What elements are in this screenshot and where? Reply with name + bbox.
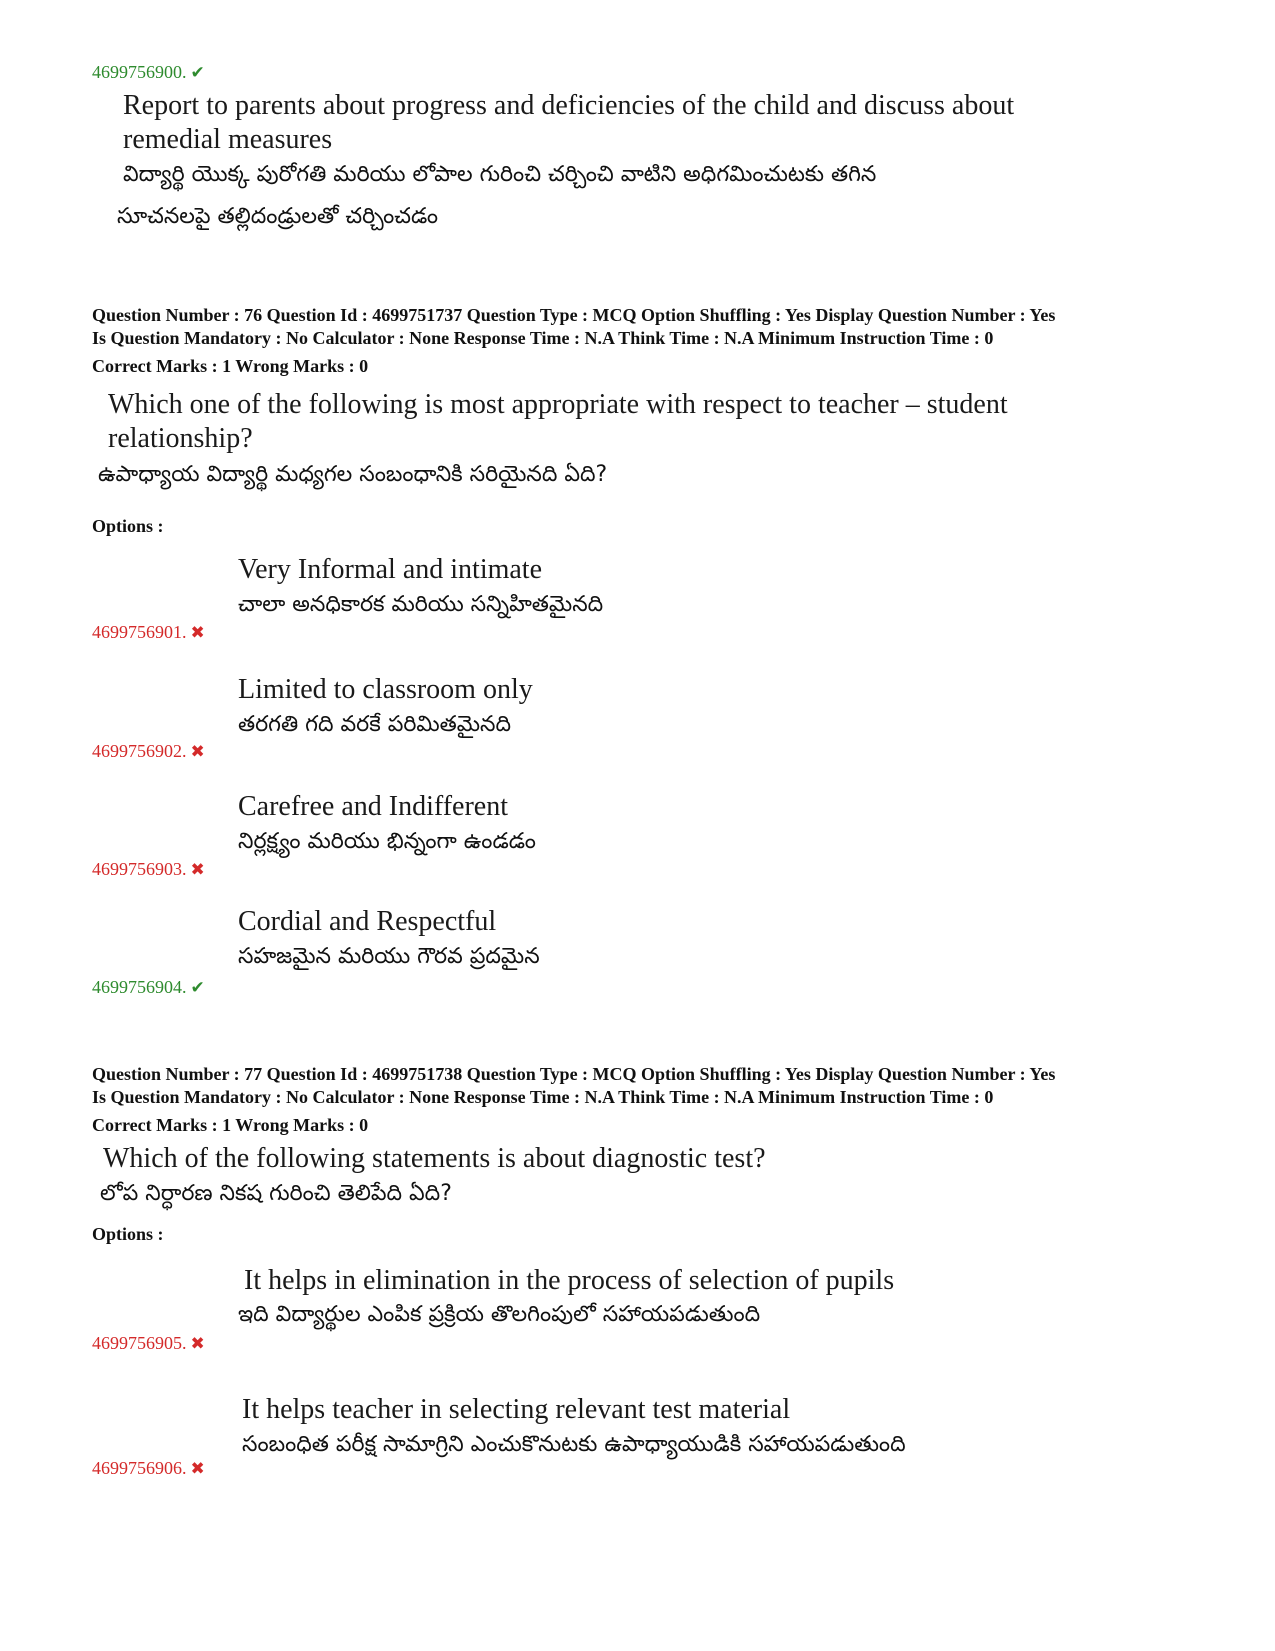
q77-question-en: Which of the following statements is about diagnostic test? bbox=[103, 1143, 766, 1174]
q76-option-2-id bbox=[92, 741, 205, 762]
q77-question-te: లోప నిర్ధారణ నికష గురించి తెలిపేది ఏది? bbox=[100, 1181, 452, 1206]
check-mark-icon: ✔ bbox=[190, 63, 205, 82]
option-text-en-line2: remedial measures bbox=[123, 124, 333, 155]
option-id-text: 4699756905. bbox=[92, 1333, 187, 1353]
q76-meta-line2: Is Question Mandatory : No Calculator : None Response Time : N.A Think Time : N.A Minimum Instruction Time : 0 bbox=[92, 328, 994, 348]
option-id-text: 4699756901. bbox=[92, 622, 187, 642]
q77-option-1-en: It helps in elimination in the process of selection of pupils bbox=[244, 1265, 895, 1296]
q77-meta-line3: Correct Marks : 1 Wrong Marks : 0 bbox=[92, 1115, 369, 1135]
option-id-text: 4699756902. bbox=[92, 741, 187, 761]
q76-meta-line1: Question Number : 76 Question Id : 4699751737 Question Type : MCQ Option Shuffling : Yes Display Question Number : Yes bbox=[92, 305, 1056, 325]
q76-option-3-id bbox=[92, 859, 205, 880]
q77-meta-line1: Question Number : 77 Question Id : 4699751738 Question Type : MCQ Option Shuffling : Yes Display Question Number : Yes bbox=[92, 1064, 1056, 1084]
q76-option-3-te: నిర్లక్ష్యం మరియు భిన్నంగా ఉండడం bbox=[238, 829, 536, 854]
cross-mark-icon: ✖ bbox=[190, 1334, 205, 1353]
cross-mark-icon: ✖ bbox=[190, 742, 205, 761]
q76-options-label: Options : bbox=[92, 516, 164, 536]
q77-option-2-te: సంబంధిత పరీక్ష సామాగ్రిని ఎంచుకొనుటకు ఉపాధ్యాయుడికి సహాయపడుతుంది bbox=[242, 1432, 906, 1457]
option-id-4699756900 bbox=[92, 62, 205, 83]
q77-option-2-en: It helps teacher in selecting relevant test material bbox=[242, 1394, 791, 1425]
check-mark-icon: ✔ bbox=[190, 978, 205, 997]
q77-options-label: Options : bbox=[92, 1224, 164, 1244]
q76-option-4-te: సహజమైన మరియు గౌరవ ప్రదమైన bbox=[238, 944, 540, 969]
q76-option-2-en: Limited to classroom only bbox=[238, 674, 533, 705]
q76-option-4-en: Cordial and Respectful bbox=[238, 906, 497, 937]
option-text-te-line2: సూచనలపై తల్లిదండ్రులతో చర్చించడం bbox=[117, 204, 439, 229]
cross-mark-icon: ✖ bbox=[190, 860, 205, 879]
option-text-te-line1: విద్యార్థి యొక్క పురోగతి మరియు లోపాల గురించి చర్చించి వాటిని అధిగమించుటకు తగిన bbox=[123, 162, 877, 187]
q76-meta-line3: Correct Marks : 1 Wrong Marks : 0 bbox=[92, 356, 369, 376]
q76-option-1-id bbox=[92, 622, 205, 643]
q76-option-1-te: చాలా అనధికారక మరియు సన్నిహితమైనది bbox=[238, 592, 604, 617]
option-id-text: 4699756906. bbox=[92, 1458, 187, 1478]
q76-option-4-id bbox=[92, 977, 205, 998]
q76-question-te: ఉపాధ్యాయ విద్యార్థి మధ్యగల సంబంధానికి సరియైనది ఏది? bbox=[98, 462, 608, 487]
q76-option-1-en: Very Informal and intimate bbox=[238, 554, 543, 585]
cross-mark-icon: ✖ bbox=[190, 623, 205, 642]
q77-option-1-id bbox=[92, 1333, 205, 1354]
cross-mark-icon: ✖ bbox=[190, 1459, 205, 1478]
option-id-text: 4699756904. bbox=[92, 977, 187, 997]
q76-question-en-line1: Which one of the following is most appropriate with respect to teacher – student bbox=[108, 389, 1008, 420]
option-text-en-line1: Report to parents about progress and deficiencies of the child and discuss about bbox=[123, 90, 1015, 121]
q76-option-3-en: Carefree and Indifferent bbox=[238, 791, 508, 822]
q77-option-1-te: ఇది విద్యార్థుల ఎంపిక ప్రక్రియ తొలగింపులో సహాయపడుతుంది bbox=[238, 1302, 761, 1327]
q76-question-en-line2: relationship? bbox=[108, 423, 253, 454]
q77-meta-line2: Is Question Mandatory : No Calculator : None Response Time : N.A Think Time : N.A Minimum Instruction Time : 0 bbox=[92, 1087, 994, 1107]
q76-option-2-te: తరగతి గది వరకే పరిమితమైనది bbox=[238, 712, 512, 737]
option-id-text: 4699756903. bbox=[92, 859, 187, 879]
option-id-text: 4699756900. bbox=[92, 62, 187, 82]
q77-option-2-id bbox=[92, 1458, 205, 1479]
